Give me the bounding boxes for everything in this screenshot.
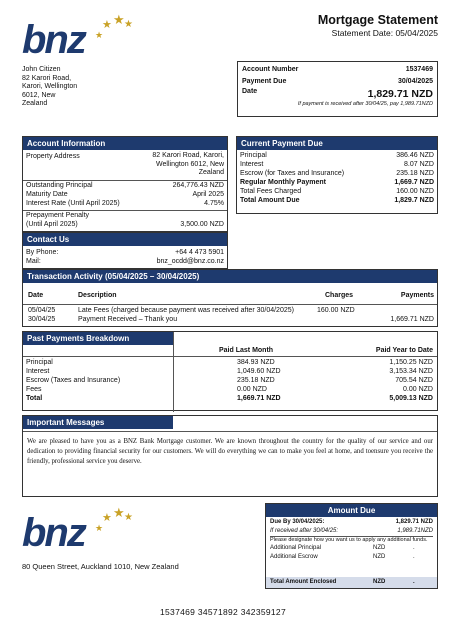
total-enclosed-label: Total Amount Enclosed	[270, 579, 337, 585]
due-by-value: 1,829.71 NZD	[395, 519, 433, 525]
addressee-line: Zealand	[22, 100, 48, 107]
pp-label: Fees	[26, 386, 42, 393]
pp-ytd: 5,009.13 NZD	[389, 395, 433, 402]
total-enclosed-input[interactable]: .	[413, 579, 415, 585]
contact-title: Contact Us	[23, 233, 227, 246]
amount-due-coupon	[265, 503, 438, 589]
tx-charges: 160.00 NZD	[317, 307, 355, 314]
addressee-line: John Citizen	[22, 66, 61, 73]
cp-escrow-label: Escrow (for Taxes and Insurance)	[240, 170, 345, 177]
tx-description: Payment Received – Thank you	[78, 316, 178, 323]
addressee-line: 82 Karori Road,	[22, 74, 72, 82]
messages-panel	[22, 415, 438, 497]
current-payment-panel	[236, 136, 438, 214]
table-row	[26, 385, 433, 394]
table-row	[26, 367, 433, 376]
cp-regular-label: Regular Monthly Payment	[240, 179, 326, 186]
amount-due-title: Amount Due	[266, 504, 437, 517]
payment-due-date: 30/04/2025	[397, 78, 433, 85]
table-row	[26, 376, 433, 385]
col-header-description: Description	[78, 292, 117, 299]
bnz-logo	[22, 12, 132, 62]
payment-due-label: Payment Due	[242, 78, 287, 85]
col-header-date: Date	[28, 292, 44, 299]
email-link[interactable]: bnz_ocdd@bnz.co.nz	[156, 258, 224, 265]
table-row	[26, 394, 433, 403]
total-enclosed-currency: NZD	[373, 579, 386, 585]
current-payment-title: Current Payment Due	[237, 137, 437, 150]
star-icon: ★	[95, 30, 104, 40]
codeline: 1537469 34571892 342359127	[160, 607, 286, 617]
pp-last: 1,669.71 NZD	[237, 395, 281, 402]
star-icon: ★	[95, 523, 104, 533]
star-icon: ★	[102, 19, 112, 31]
logo-wordmark: bnz	[22, 18, 85, 62]
maturity-date-label: Maturity Date	[26, 190, 68, 198]
table-row	[28, 316, 434, 325]
messages-title: Important Messages	[23, 416, 173, 429]
total-enclosed-row	[266, 577, 437, 588]
cp-principal-value: 386.46 NZD	[396, 152, 434, 159]
pp-label: Principal	[26, 359, 53, 366]
col-header-charges: Charges	[325, 292, 354, 299]
date-label: Date	[242, 88, 258, 95]
pp-last: 1,049.60 NZD	[237, 368, 281, 375]
pp-last: 0.00 NZD	[237, 386, 267, 393]
additional-escrow-label: Additional Escrow	[270, 554, 318, 560]
pp-label: Total	[26, 395, 43, 402]
star-icon: ★	[124, 19, 133, 30]
if-received-value: 1,989.71NZD	[397, 528, 433, 534]
logo-wordmark: bnz	[22, 511, 85, 555]
maturity-date-value: April 2025	[192, 190, 224, 198]
interest-rate-value: 4.75%	[204, 199, 224, 207]
tx-date: 30/04/25	[28, 316, 56, 323]
additional-escrow-currency: NZD	[373, 554, 386, 560]
cp-fees-value: 160.00 NZD	[396, 188, 434, 195]
property-line: Wellington 6012, New	[156, 160, 224, 168]
past-payments-title: Past Payments Breakdown	[23, 332, 173, 345]
mail-label: Mail:	[26, 258, 41, 265]
addressee-block	[22, 66, 77, 109]
cp-fees-label: Total Fees Charged	[240, 188, 302, 195]
tx-description: Late Fees (charged because payment was received after 30/04/2025)	[78, 307, 294, 314]
star-icon: ★	[113, 505, 125, 520]
cp-total-label: Total Amount Due	[240, 197, 300, 204]
outstanding-principal-value: 264,776.43 NZD	[172, 181, 224, 189]
pp-ytd: 0.00 NZD	[403, 386, 433, 393]
messages-body: We are pleased to have you as a BNZ Bank Mortgage customer. We are known throughout the country for the quality of our service and our dedication to providing financial security for our customers. We will do everything we can to make you feel at home, and toensure you receive the friendly, professional service you deserve.	[27, 438, 433, 465]
col-header-payments: Payments	[400, 292, 434, 299]
instruction-text: Please designate how you want us to apply any additional funds.	[270, 537, 428, 543]
account-info-title: Account Information	[23, 137, 227, 150]
tx-date: 05/04/25	[28, 307, 56, 314]
additional-principal-label: Additional Principal	[270, 545, 322, 551]
addressee-line: 6012, New	[22, 91, 56, 99]
pp-last: 235.18 NZD	[237, 377, 275, 384]
star-icon: ★	[113, 12, 125, 27]
pp-label: Interest	[26, 368, 50, 375]
cp-escrow-value: 235.18 NZD	[396, 170, 434, 177]
contact-panel	[22, 232, 228, 269]
phone-number[interactable]: +64 4 473 5901	[175, 249, 224, 256]
cp-total-value: 1,829.7 NZD	[394, 197, 434, 204]
account-number: 1537469	[405, 66, 433, 73]
cp-principal-label: Principal	[240, 152, 267, 159]
transaction-panel	[22, 269, 438, 327]
col-header-ytd: Paid Year to Date	[375, 347, 433, 354]
table-row	[28, 307, 434, 316]
additional-escrow-input[interactable]: .	[413, 554, 415, 560]
cp-regular-value: 1,669.7 NZD	[394, 179, 434, 186]
pp-ytd: 1,150.25 NZD	[389, 359, 433, 366]
phone-label: By Phone:	[26, 249, 59, 256]
pp-ytd: 3,153.34 NZD	[389, 368, 433, 375]
star-icon: ★	[102, 512, 112, 524]
prepayment-penalty-sub: (Until April 2025)	[26, 221, 78, 228]
property-line: Zealand	[198, 169, 224, 176]
cp-interest-label: Interest	[240, 161, 264, 168]
prepayment-penalty-value: 3,500.00 NZD	[180, 221, 224, 228]
transaction-title: Transaction Activity (05/04/2025 – 30/04/2025)	[23, 270, 437, 283]
property-address-label: Property Address	[26, 153, 80, 160]
if-received-label: If received after 30/04/25:	[270, 528, 339, 534]
property-line: 82 Karori Road, Karori,	[152, 152, 224, 159]
outstanding-principal-label: Outstanding Principal	[26, 181, 93, 189]
statement-date: Statement Date: 05/04/2025	[331, 28, 438, 38]
bank-address: 80 Queen Street, Auckland 1010, New Zealand	[22, 562, 179, 571]
table-row	[26, 358, 433, 367]
pp-last: 384.93 NZD	[237, 359, 275, 366]
account-info-panel	[22, 136, 228, 232]
summary-amount: 1,829.71 NZD	[367, 88, 433, 100]
account-number-label: Account Number	[242, 66, 299, 73]
additional-principal-input[interactable]: .	[413, 545, 415, 551]
pp-label: Escrow (Taxes and Insurance)	[26, 377, 121, 384]
page-title: Mortgage Statement	[317, 13, 438, 27]
star-icon: ★	[124, 512, 133, 523]
tx-payments: 1,669.71 NZD	[390, 316, 434, 323]
prepayment-penalty-label: Prepayment Penalty	[26, 211, 90, 219]
late-payment-note: If payment is received after 30/04/25, pay 1,989.71NZD	[297, 101, 433, 107]
property-address-value	[152, 152, 224, 178]
cp-interest-value: 8.07 NZD	[404, 161, 434, 168]
interest-rate-label: Interest Rate (Until April 2025)	[26, 199, 120, 207]
pp-ytd: 705.54 NZD	[395, 377, 433, 384]
past-payments-panel	[22, 331, 438, 411]
due-by-label: Due By 30/04/2025:	[270, 519, 325, 525]
bnz-logo-bottom	[22, 505, 132, 557]
additional-principal-currency: NZD	[373, 545, 386, 551]
col-header-last-month: Paid Last Month	[219, 347, 274, 354]
addressee-line: Karori, Wellington	[22, 83, 78, 90]
summary-box	[237, 61, 438, 117]
